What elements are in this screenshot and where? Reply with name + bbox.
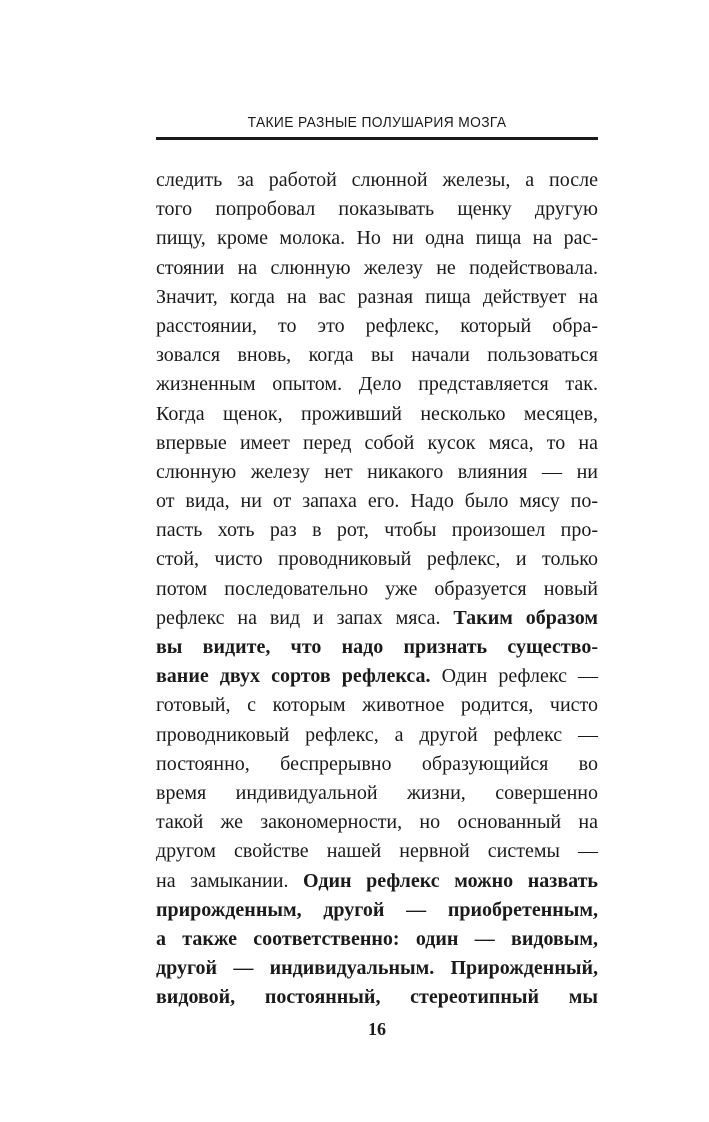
text-segment: жизненным опытом. Дело представляется так. [156,373,598,396]
text-segment: впервые имеет перед собой кусок мяса, то на [156,431,598,454]
text-segment: время индивидуальной жизни, совершенно [156,781,598,804]
running-head: ТАКИЕ РАЗНЫЕ ПОЛУШАРИЯ МОЗГА [247,114,507,131]
text-segment: от вида, ни от запаха его. Надо было мясу по- [156,490,598,513]
text-segment: пасть хоть раз в рот, чтобы произошел про- [156,519,598,542]
text-segment: готовый, с которым животное родится, чисто [156,694,598,717]
text-segment: следить за работой слюнной железы, а после [156,169,598,191]
text-line [156,779,598,808]
text-segment: зовался вновь, когда вы начали пользоваться [156,344,598,367]
text-line [156,516,598,545]
text-line [156,954,598,983]
text-line [156,750,598,779]
text-line [156,312,598,341]
text-segment: стоянии на слюнную железу не подействовала. [156,256,598,279]
text-line [156,662,598,691]
text-segment: того попробовал показывать щенку другую [156,198,598,221]
text-line [156,224,598,253]
text-segment: стой, чисто проводниковый рефлекс, и только [156,548,598,571]
bold-text-segment: Таким образом [453,606,598,629]
text-line [156,429,598,458]
page-body [156,166,598,1012]
text-line [156,837,598,866]
bold-text-segment: прирожденным, другой — приобретенным, [156,898,598,921]
text-line [156,808,598,837]
text-line [156,691,598,720]
text-segment: Когда щенок, проживший несколько месяцев, [156,402,598,425]
text-line [156,896,598,925]
text-segment: другом свойстве нашей нервной системы — [156,840,598,863]
text-line [156,458,598,487]
text-line [156,925,598,954]
text-line [156,254,598,283]
text-line [156,283,598,312]
page-number: 16 [368,1019,386,1039]
text-segment: на замыкании. [156,869,304,892]
text-segment: пищу, кроме молока. Но ни одна пища на рас- [156,227,598,250]
header-rule [156,137,598,140]
text-segment: проводниковый рефлекс, а другой рефлекс — [156,723,598,746]
text-line [156,604,598,633]
bold-text-segment: а также соответственно: один — видовым, [156,927,598,950]
text-line [156,983,598,1012]
text-line [156,545,598,574]
text-line [156,195,598,224]
text-line [156,575,598,604]
text-line [156,341,598,370]
text-segment: Значит, когда на вас разная пища действует на [156,285,598,308]
bold-text-segment: вание двух сортов рефлекса. [156,665,431,688]
bold-text-segment: Один рефлекс можно назвать [303,869,598,892]
text-line [156,633,598,662]
text-segment: такой же закономерности, но основанный на [156,811,598,834]
bold-text-segment: другой — индивидуальным. Прирожденный, [156,957,598,980]
text-segment: слюнную железу нет никакого влияния — ни [156,460,598,483]
text-line [156,400,598,429]
text-segment: рефлекс на вид и запах мяса. [156,606,454,629]
text-segment: расстоянии, то это рефлекс, который обра- [156,314,598,337]
text-line [156,166,598,195]
text-segment: постоянно, беспрерывно образующийся во [156,752,598,775]
text-segment: потом последовательно уже образуется новый [156,577,598,600]
bold-text-segment: вы видите, что надо признать существо- [156,636,598,658]
bold-text-segment: видовой, постоянный, стереотипный мы [156,986,598,1009]
text-line [156,370,598,399]
text-line [156,867,598,896]
text-segment: Один рефлекс — [430,665,599,688]
text-line [156,721,598,750]
text-line [156,487,598,516]
